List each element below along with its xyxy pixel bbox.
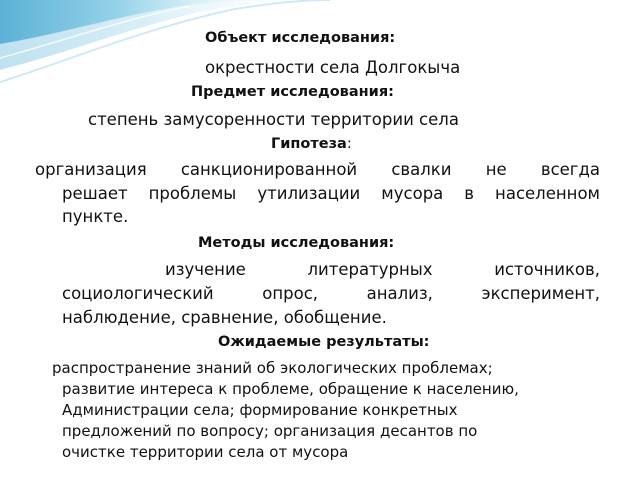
- subject-heading: Предмет исследования:: [191, 84, 394, 100]
- object-heading: Объект исследования:: [205, 30, 396, 46]
- results-line-1: распространение знаний об экологических проблемах;: [52, 359, 493, 377]
- hypothesis-colon: :: [346, 136, 352, 152]
- methods-line-3: наблюдение, сравнение, обобщение.: [62, 308, 387, 327]
- hypothesis-line-3: пункте.: [62, 207, 129, 226]
- hypothesis-heading: [271, 136, 352, 152]
- methods-line-1: изучение литературных источников,: [165, 260, 600, 279]
- results-heading: Ожидаемые результаты:: [218, 334, 430, 350]
- methods-heading: Методы исследования:: [198, 235, 395, 251]
- results-line-5: очистке территории села от мусора: [62, 443, 349, 461]
- hypothesis-heading-label: Гипотеза: [271, 136, 347, 152]
- hypothesis-line-1: организация санкционированной свалки не всегда: [35, 160, 600, 179]
- subject-text: степень замусоренности территории села: [88, 110, 459, 129]
- results-line-2: развитие интереса к проблеме, обращение к населению,: [62, 380, 519, 398]
- results-line-3: Администрации села; формирование конкретных: [62, 401, 458, 419]
- methods-line-2: социологический опрос, анализ, эксперимент,: [62, 284, 600, 303]
- results-line-4: предложений по вопросу; организация десантов по: [62, 422, 478, 440]
- object-text: окрестности села Долгокыча: [205, 58, 461, 77]
- hypothesis-line-2: решает проблемы утилизации мусора в населенном: [62, 184, 600, 203]
